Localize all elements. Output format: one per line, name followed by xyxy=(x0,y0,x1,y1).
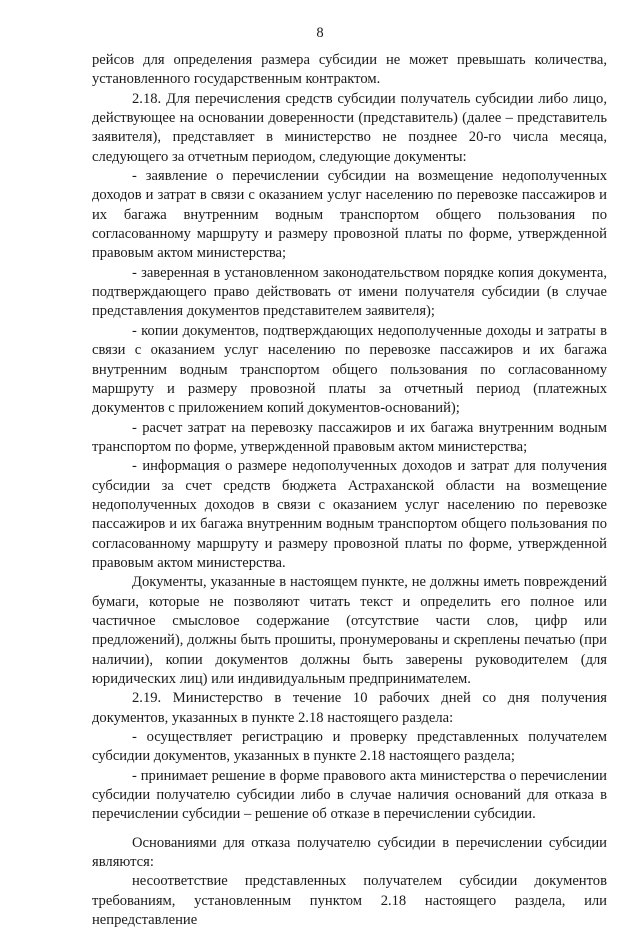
document-body xyxy=(92,51,607,930)
paragraph: Основаниями для отказа получателю субсидии в перечислении субсидии являются: xyxy=(92,834,607,871)
paragraph: несоответствие представленных получателем субсидии документов требованиям, установленным пунктом 2.18 настоящего раздела, или непредставление xyxy=(92,873,607,929)
paragraph: 2.18. Для перечисления средств субсидии получатель субсидии либо лицо, действующее на основании доверенности (представитель) (далее – представитель заявителя), представляет в министерство не позднее 20-го числа месяца, следующего за отчетным периодом, следующие документы: xyxy=(92,90,607,165)
list-item: - расчет затрат на перевозку пассажиров и их багажа внутренним водным транспортом по форме, утвержденной правовым актом министерства; xyxy=(92,419,607,455)
paragraph: рейсов для определения размера субсидии не может превышать количества, установленного государственным контрактом. xyxy=(92,52,607,88)
paragraph: 2.19. Министерство в течение 10 рабочих дней со дня получения документов, указанных в пункте 2.18 настоящего раздела: xyxy=(92,690,607,726)
list-item: - копии документов, подтверждающих недополученные доходы и затраты в связи с оказанием услуг населению по перевозке пассажиров и их багажа внутренним водным транспортом общего пользования по согласованному маршруту и размеру провозной платы за отчетный период (платежных документов с приложением копий документов-оснований); xyxy=(92,322,607,417)
list-item: - информация о размере недополученных доходов и затрат для получения субсидии за счет средств бюджета Астраханской области на возмещение недополученных доходов в связи с оказанием услуг населению по перевозке пассажиров и их багажа внутренним водным транспортом общего пользования по согласованному маршруту и размеру провозной платы по форме, утвержденной правовым актом министерства. xyxy=(92,458,607,571)
page-number: 8 xyxy=(316,25,324,41)
list-item: - заявление о перечислении субсидии на возмещение недополученных доходов и затрат в связи с оказанием услуг населению по перевозке пассажиров и их багажа внутренним водным транспортом общего пользования по согласованному маршруту и размеру провозной платы по форме, утвержденной правовым актом министерства; xyxy=(92,168,607,262)
paragraph: Документы, указанные в настоящем пункте, не должны иметь повреждений бумаги, которые не позволяют читать текст и определить его полное или частичное смысловое содержание (отсутствие части слов, цифр или предложений), должны быть прошиты, пронумерованы и скреплены печатью (при наличии), копии документов должны быть заверены руководителем (для юридических лиц) или индивидуальным предпринимателем. xyxy=(92,574,607,687)
list-item: - принимает решение в форме правового акта министерства о перечислении субсидии получателю субсидии либо в случае наличия оснований для отказа в перечислении субсидии – решение об отказе в перечислении субсидии. xyxy=(92,767,607,823)
list-item: - осуществляет регистрацию и проверку представленных получателем субсидии документов, указанных в пункте 2.18 настоящего раздела; xyxy=(92,729,607,765)
list-item: - заверенная в установленном законодательством порядке копия документа, подтверждающего право действовать от имени получателя субсидии (в случае представления документов представителем заявителя); xyxy=(92,264,607,320)
